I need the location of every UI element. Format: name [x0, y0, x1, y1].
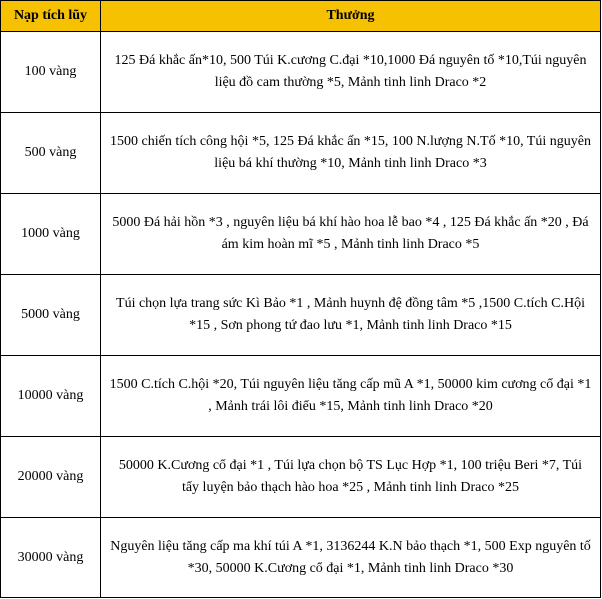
- row-amount: 20000 vàng: [1, 437, 101, 518]
- row-amount: 30000 vàng: [1, 518, 101, 598]
- table-row: [1, 194, 601, 275]
- table-row: [1, 32, 601, 113]
- header-reward: Thưởng: [101, 1, 601, 32]
- row-amount: 500 vàng: [1, 113, 101, 194]
- table-row: [1, 356, 601, 437]
- row-reward: 50000 K.Cương cổ đại *1 , Túi lựa chọn bộ TS Lục Hợp *1, 100 triệu Beri *7, Túi tẩy luyện bảo thạch hào hoa *25 , Mảnh tinh linh Draco *25: [101, 437, 601, 518]
- row-amount: 1000 vàng: [1, 194, 101, 275]
- header-amount: Nạp tích lũy: [1, 1, 101, 32]
- row-reward: 1500 C.tích C.hội *20, Túi nguyên liệu tăng cấp mũ A *1, 50000 kim cương cổ đại *1 , Mảnh trái lôi điểu *15, Mảnh tinh linh Draco *20: [101, 356, 601, 437]
- row-amount: 10000 vàng: [1, 356, 101, 437]
- table-row: [1, 275, 601, 356]
- row-amount: 100 vàng: [1, 32, 101, 113]
- table-row: [1, 437, 601, 518]
- row-reward: 1500 chiến tích công hội *5, 125 Đá khắc ấn *15, 100 N.lượng N.Tố *10, Túi nguyên liệu bá khí thường *10, Mảnh tinh linh Draco *3: [101, 113, 601, 194]
- table-header-row: [1, 1, 601, 32]
- row-reward: Nguyên liệu tăng cấp ma khí túi A *1, 3136244 K.N bảo thạch *1, 500 Exp nguyên tố *30, 50000 K.Cương cổ đại *1, Mảnh tinh linh Draco *30: [101, 518, 601, 598]
- row-amount: 5000 vàng: [1, 275, 101, 356]
- row-reward: 125 Đá khắc ấn*10, 500 Túi K.cương C.đại *10,1000 Đá nguyên tố *10,Túi nguyên liệu đồ cam thường *5, Mảnh tinh linh Draco *2: [101, 32, 601, 113]
- row-reward: 5000 Đá hải hồn *3 , nguyên liệu bá khí hào hoa lễ bao *4 , 125 Đá khắc ấn *20 , Đá ám kim hoàn mĩ *5 , Mảnh tinh linh Draco *5: [101, 194, 601, 275]
- table-row: [1, 113, 601, 194]
- table-row: [1, 518, 601, 598]
- row-reward: Túi chọn lựa trang sức Kì Bảo *1 , Mảnh huynh đệ đồng tâm *5 ,1500 C.tích C.Hội *15 , Sơn phong tứ đao lưu *1, Mảnh tinh linh Draco *15: [101, 275, 601, 356]
